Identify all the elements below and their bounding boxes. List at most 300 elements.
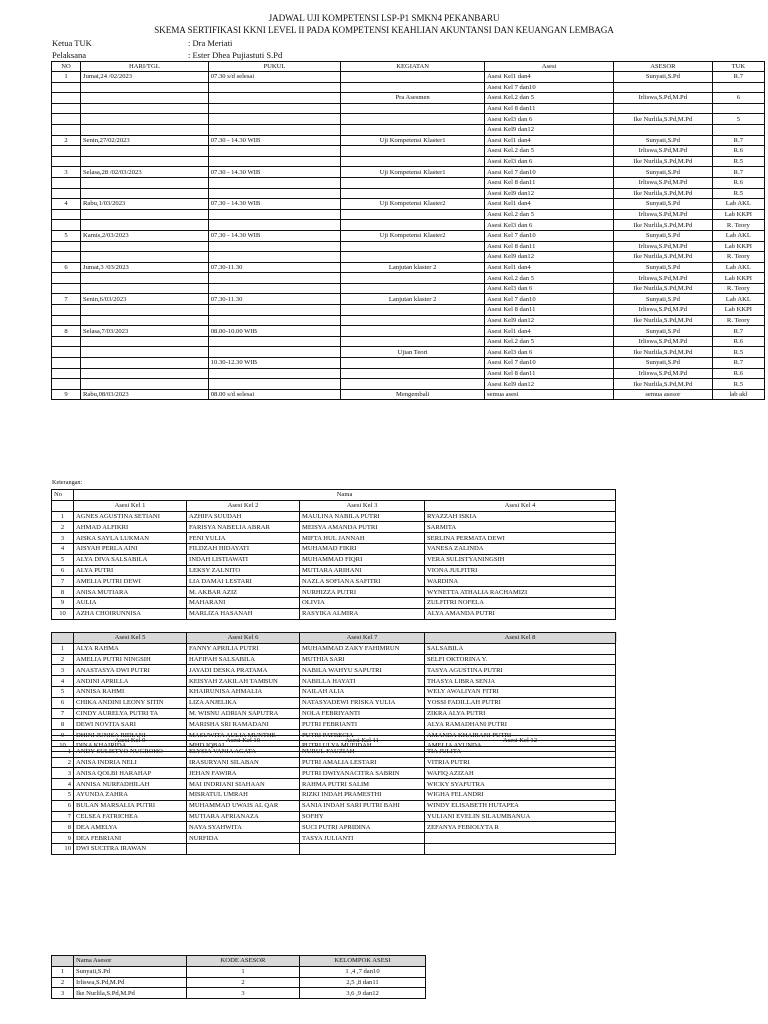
cell-tuk: 6	[712, 93, 764, 104]
schedule-row	[52, 146, 765, 157]
cell-no	[52, 103, 81, 114]
cell-asesor: Irliswa,S.Pd,M.Pd	[614, 93, 713, 104]
col-header-kel: Asesi Kel 4	[425, 500, 616, 511]
cell-asesi: Asesi Kel1 dan4	[485, 72, 614, 83]
schedule-row	[52, 220, 765, 231]
cell-no	[52, 379, 81, 390]
cell-asesor	[614, 124, 713, 135]
cell-no	[52, 252, 81, 263]
cell-pukul: 08.00-10.00 WIB	[208, 326, 340, 337]
cell-no: 9	[52, 389, 81, 400]
cell-name: RAHMA PUTRI SALIM	[300, 779, 425, 790]
cell-tuk: R.7	[712, 135, 764, 146]
cell-kegiatan: Ujian Teori	[341, 347, 485, 358]
cell-hari	[81, 188, 209, 199]
cell-hari	[81, 82, 209, 93]
cell-asesor: Ike Nurlila,S.Pd,M.Pd	[614, 188, 713, 199]
col-header-kel: Asesi Kel 10	[187, 736, 300, 747]
schedule-row	[52, 347, 765, 358]
cell-asesor: semua asesor	[614, 389, 713, 400]
cell-asesor: Ike Nurlila,S.Pd,M.Pd	[614, 220, 713, 231]
cell-name: PUTRI FEBRIANTI	[300, 719, 425, 730]
cell-name: ANISA MUTIARA	[74, 587, 187, 598]
col-header-no: No	[52, 490, 74, 501]
cell-no	[52, 209, 81, 220]
cell-no	[52, 358, 81, 369]
name-row	[52, 676, 616, 687]
cell-asesor: Irliswa,S.Pd,M.Pd	[614, 241, 713, 252]
cell-kegiatan: Uji Kompetensi Klaster1	[341, 167, 485, 178]
cell-kegiatan	[341, 379, 485, 390]
cell-no	[52, 336, 81, 347]
col-header-nama-asesor: Nama Asesor	[74, 956, 187, 967]
cell-hari	[81, 252, 209, 263]
asesor-row	[52, 988, 426, 999]
cell-pukul	[208, 146, 340, 157]
cell-kegiatan	[341, 326, 485, 337]
info-value: : Dra Meriati	[188, 38, 233, 48]
name-row	[52, 533, 616, 544]
cell-asesor: Sunyati,S.Pd	[614, 167, 713, 178]
cell-no: 6	[52, 565, 74, 576]
names-table-1-header	[52, 500, 616, 511]
schedule-row	[52, 156, 765, 167]
col-header-kel: Asesi Kel 12	[425, 736, 616, 747]
cell-asesi: Asesi Kel9 dan12	[485, 252, 614, 263]
cell-name: LEKSY ZALNITO	[187, 565, 300, 576]
cell-asesi: Asesi Kel9 dan12	[485, 124, 614, 135]
cell-no: 4	[52, 199, 81, 210]
cell-kelompok-asesi: 2,5 ,8 dan11	[300, 977, 426, 988]
cell-no: 2	[52, 522, 74, 533]
cell-kegiatan: Lanjutan klaster 2	[341, 294, 485, 305]
schedule-row	[52, 103, 765, 114]
cell-asesor: Sunyati,S.Pd	[614, 230, 713, 241]
cell-hari	[81, 379, 209, 390]
cell-name: ALYA AMANDA PUTRI	[425, 608, 616, 619]
cell-name: PUTRI PATRECIA	[300, 730, 425, 741]
cell-hari: Selasa,28 /02/03/2023	[81, 167, 209, 178]
cell-pukul: 07.30 - 14.30 WIB	[208, 199, 340, 210]
cell-no: 5	[52, 554, 74, 565]
cell-no: 9	[52, 833, 74, 844]
cell-name: PUTRI AMALIA LESTARI	[300, 757, 425, 768]
cell-no	[52, 188, 81, 199]
cell-pukul	[208, 273, 340, 284]
document-titles	[0, 12, 768, 36]
info-label: Ketua TUK	[52, 38, 92, 48]
info-row-pelaksana	[52, 50, 282, 62]
col-header-kel: Asesi Kel 1	[74, 500, 187, 511]
cell-name	[300, 843, 425, 854]
name-row	[52, 697, 616, 708]
cell-tuk: R. Teory	[712, 252, 764, 263]
cell-pukul	[208, 177, 340, 188]
cell-name: AMELIA PUTRI DEWI	[74, 576, 187, 587]
cell-kegiatan	[341, 220, 485, 231]
cell-name: AISYAH PERLA AINI	[74, 543, 187, 554]
cell-kode-asesor: 1	[187, 966, 300, 977]
schedule-row	[52, 177, 765, 188]
cell-no: 5	[52, 789, 74, 800]
cell-name: AGNES AGUSTINA SETIANI	[74, 511, 187, 522]
schedule-row	[52, 209, 765, 220]
cell-name: ANISA QOLBI HARAHAP	[74, 768, 187, 779]
cell-name: NAILAH ALIA	[300, 686, 425, 697]
cell-pukul	[208, 114, 340, 125]
cell-name: NURHIZZA PUTRI	[300, 587, 425, 598]
cell-name: VANESA ZALINDA	[425, 543, 616, 554]
cell-name: NAZLA SOFIANA SAFITRI	[300, 576, 425, 587]
asesor-table-body	[52, 966, 426, 998]
cell-no: 3	[52, 768, 74, 779]
cell-name: ZIKRA ALYA PUTRI	[425, 708, 616, 719]
col-header-kel: Asesi Kel 7	[300, 633, 425, 644]
cell-name: WARDINA	[425, 576, 616, 587]
cell-no: 1	[52, 511, 74, 522]
cell-name: DINA KHAIRIDA	[74, 740, 187, 751]
cell-name: NABILA WAHYU SAPUTRI	[300, 665, 425, 676]
cell-pukul: 07.30 - 14.30 WIB	[208, 135, 340, 146]
name-row	[52, 511, 616, 522]
empty-cell	[52, 956, 74, 967]
cell-asesi: Asesi Kel 8 dan11	[485, 305, 614, 316]
cell-asesi: Asesi Kel 7 dan10	[485, 82, 614, 93]
cell-kelompok-asesi: 3,6 ,9 dan12	[300, 988, 426, 999]
schedule-body	[52, 72, 765, 400]
cell-no: 1	[52, 746, 74, 757]
cell-name: ANDY SULISTYO NUGROHO	[74, 746, 187, 757]
cell-no: 10	[52, 740, 74, 751]
cell-no: 7	[52, 576, 74, 587]
cell-kegiatan	[341, 72, 485, 83]
schedule-row	[52, 315, 765, 326]
cell-pukul	[208, 209, 340, 220]
cell-name: NOLA FEBRIYANTI	[300, 708, 425, 719]
cell-kegiatan	[341, 252, 485, 263]
cell-name: MARLIZA HASANAH	[187, 608, 300, 619]
cell-name: ANISA INDRIA NELI	[74, 757, 187, 768]
schedule-row	[52, 389, 765, 400]
info-value: : Ester Dhea Pujiastuti S.Pd	[188, 49, 283, 60]
name-row	[52, 522, 616, 533]
cell-no: 2	[52, 135, 81, 146]
asesor-row	[52, 966, 426, 977]
cell-kegiatan: Uji Kompetensi Klaster1	[341, 135, 485, 146]
cell-name: CELSEA FATRICHEA	[74, 811, 187, 822]
cell-kegiatan	[341, 124, 485, 135]
cell-name: NATASYADEWI FRISKA YULIA	[300, 697, 425, 708]
cell-asesor: Ike Nurlila,S.Pd,M.Pd	[614, 252, 713, 263]
col-header-kode-asesor: KODE ASESOR	[187, 956, 300, 967]
cell-name: WELY AWALIYAN FITRI	[425, 686, 616, 697]
cell-asesi: Asesi Kel1 dan4	[485, 326, 614, 337]
cell-asesi: Asesi Kel 7 dan10	[485, 230, 614, 241]
cell-asesi: Asesi Kel9 dan12	[485, 188, 614, 199]
cell-hari: Kamis,2/03/2023	[81, 230, 209, 241]
cell-no: 4	[52, 543, 74, 554]
cell-name: TASYA JULIANTI	[300, 833, 425, 844]
cell-hari	[81, 103, 209, 114]
name-row	[52, 597, 616, 608]
cell-name: AMANDA KHAIRANI PUTRI	[425, 730, 616, 741]
name-row	[52, 822, 616, 833]
cell-kegiatan: Mengembali	[341, 389, 485, 400]
cell-asesor: Ike Nurlila,S.Pd,M.Pd	[614, 315, 713, 326]
cell-name: FENI YULIA	[187, 533, 300, 544]
cell-no: 10	[52, 608, 74, 619]
cell-kode-asesor: 3	[187, 988, 300, 999]
cell-name: WIGHA FELANDRI	[425, 789, 616, 800]
cell-name: DEA FEBRIANI	[74, 833, 187, 844]
cell-name: VIONA JULFITRI	[425, 565, 616, 576]
col-header-pukul: PUKUL	[208, 62, 340, 72]
cell-name: JAYADI DESKA PRATAMA	[187, 665, 300, 676]
cell-tuk: 5	[712, 114, 764, 125]
cell-hari	[81, 114, 209, 125]
cell-kegiatan	[341, 305, 485, 316]
cell-name: MAHARANI	[187, 597, 300, 608]
schedule-row	[52, 124, 765, 135]
name-row	[52, 800, 616, 811]
cell-pukul	[208, 379, 340, 390]
cell-name: FANNY APRILIA PUTRI	[187, 643, 300, 654]
cell-no: 3	[52, 167, 81, 178]
cell-asesor: Irliswa,S.Pd,M.Pd	[614, 177, 713, 188]
cell-no: 9	[52, 730, 74, 741]
name-row	[52, 746, 616, 757]
cell-name: IRASURYANI SILABAN	[187, 757, 300, 768]
schedule-row	[52, 93, 765, 104]
cell-asesor: Irliswa,S.Pd,M.Pd	[614, 336, 713, 347]
cell-hari: Rabu,08/03/2023	[81, 389, 209, 400]
schedule-row	[52, 305, 765, 316]
cell-tuk: R.6	[712, 177, 764, 188]
name-row	[52, 843, 616, 854]
cell-kegiatan: Uji Kompetensi Klaster2	[341, 199, 485, 210]
cell-hari: Senin,6/03/2023	[81, 294, 209, 305]
cell-hari	[81, 315, 209, 326]
col-header-kel: Asesi Kel 9	[74, 736, 187, 747]
cell-tuk: Lab KKPI	[712, 209, 764, 220]
cell-pukul	[208, 241, 340, 252]
cell-tuk: Lab KKPI	[712, 305, 764, 316]
cell-name: RIZKI INDAH PRAMESTHI	[300, 789, 425, 800]
cell-kelompok-asesi: 1 ,4 ,7 dan10	[300, 966, 426, 977]
cell-name: NAYA SYAHWITA	[187, 822, 300, 833]
schedule-row	[52, 114, 765, 125]
cell-name: SELFI OKTORINA Y.	[425, 654, 616, 665]
cell-asesor: Ike Nurlila,S.Pd,M.Pd	[614, 156, 713, 167]
cell-name	[187, 843, 300, 854]
cell-name: TASYA AGUSTINA PUTRI	[425, 665, 616, 676]
cell-tuk: Lab AKL	[712, 262, 764, 273]
cell-asesi: Asesi Kel9 dan12	[485, 379, 614, 390]
cell-tuk: R.5	[712, 379, 764, 390]
cell-kegiatan	[341, 336, 485, 347]
name-row	[52, 576, 616, 587]
cell-name: M. AKBAR AZIZ	[187, 587, 300, 598]
cell-no: 8	[52, 587, 74, 598]
cell-name: ANDINI APRILLA	[74, 676, 187, 687]
cell-asesor: Irliswa,S.Pd,M.Pd	[614, 209, 713, 220]
cell-name: SARMITA	[425, 522, 616, 533]
cell-kegiatan	[341, 241, 485, 252]
info-block	[52, 38, 282, 61]
cell-name: AZHIFA SUUDAH	[187, 511, 300, 522]
asesor-row	[52, 977, 426, 988]
cell-no: 4	[52, 676, 74, 687]
cell-name: ANASTASYA DWI PUTRI	[74, 665, 187, 676]
cell-no: 8	[52, 822, 74, 833]
cell-tuk: Lab AKL	[712, 230, 764, 241]
cell-name: WAFIQ AZIZAH	[425, 768, 616, 779]
cell-tuk: Lab KKPI	[712, 241, 764, 252]
name-row	[52, 587, 616, 598]
cell-no: 5	[52, 686, 74, 697]
names-table-3-body	[52, 746, 616, 854]
cell-tuk: Lab KKPI	[712, 273, 764, 284]
cell-name: MEISYA AMANDA PUTRI	[300, 522, 425, 533]
cell-tuk: R.6	[712, 336, 764, 347]
cell-asesor: Ike Nurlila,S.Pd,M.Pd	[614, 283, 713, 294]
cell-hari	[81, 347, 209, 358]
names-table-3-header	[52, 736, 616, 747]
cell-asesi: Asesi Kel 7 dan10	[485, 167, 614, 178]
cell-asesi: Asesi Kel3 dan 6	[485, 347, 614, 358]
col-header-kelompok-asesi: KELOMPOK ASESI	[300, 956, 426, 967]
cell-asesi: Asesi Kel3 dan 6	[485, 283, 614, 294]
cell-asesi: Asesi Kel 8 dan11	[485, 103, 614, 114]
schedule-row	[52, 82, 765, 93]
cell-name: MUHAMMAD FIQRI	[300, 554, 425, 565]
cell-no	[52, 283, 81, 294]
cell-hari	[81, 93, 209, 104]
schedule-table	[51, 61, 765, 400]
cell-name: BULAN MARSALIA PUTRI	[74, 800, 187, 811]
cell-name: WYNETTA ATHALIA RACHAMIZI	[425, 587, 616, 598]
cell-name: ALYA DIVA SALSABILA	[74, 554, 187, 565]
cell-name: FILDZAH HIDAYATI	[187, 543, 300, 554]
cell-name: VITRIA PUTRI	[425, 757, 616, 768]
cell-no: 6	[52, 697, 74, 708]
cell-no	[52, 124, 81, 135]
cell-pukul	[208, 220, 340, 231]
cell-asesor	[614, 103, 713, 114]
cell-name: AYUNDA ZAHRA	[74, 789, 187, 800]
cell-kegiatan: Uji Kompetensi Klaster2	[341, 230, 485, 241]
cell-asesor: Irliswa,S.Pd,M.Pd	[614, 273, 713, 284]
names-table-2-header	[52, 633, 616, 644]
cell-pukul	[208, 347, 340, 358]
cell-no	[52, 241, 81, 252]
info-row-ketua	[52, 38, 282, 50]
empty-cell	[52, 500, 74, 511]
cell-kegiatan	[341, 82, 485, 93]
cell-hari	[81, 177, 209, 188]
cell-tuk: R.6	[712, 146, 764, 157]
cell-name: SUCI PUTRI APRIDINA	[300, 822, 425, 833]
name-row	[52, 708, 616, 719]
schedule-row	[52, 262, 765, 273]
col-header-asesor: ASESOR	[614, 62, 713, 72]
name-row	[52, 654, 616, 665]
col-header-nama: Nama	[74, 490, 616, 501]
keterangan-label: Keterangan:	[52, 479, 83, 486]
cell-tuk	[712, 82, 764, 93]
cell-asesi: Asesi Kel3 dan 6	[485, 220, 614, 231]
cell-hari	[81, 220, 209, 231]
cell-no	[52, 273, 81, 284]
cell-asesor	[614, 82, 713, 93]
names-table-1	[51, 489, 616, 620]
name-row	[52, 833, 616, 844]
cell-asesi: Asesi Kel1 dan4	[485, 262, 614, 273]
cell-pukul	[208, 124, 340, 135]
cell-asesor: Sunyati,S.Pd	[614, 199, 713, 210]
cell-asesi: Asesi Kel1 dan4	[485, 135, 614, 146]
info-label: Pelaksana	[52, 49, 86, 60]
cell-kegiatan	[341, 188, 485, 199]
cell-hari: Rabu,1/03/2023	[81, 199, 209, 210]
schedule-row	[52, 283, 765, 294]
cell-name: MHD IQBAL	[187, 740, 300, 751]
cell-no: 7	[52, 294, 81, 305]
cell-pukul: 07.30-11.30	[208, 294, 340, 305]
cell-no: 6	[52, 262, 81, 273]
cell-name: RASYIKA ALMIRA	[300, 608, 425, 619]
cell-pukul: 07.30-11.30	[208, 262, 340, 273]
cell-asesi: Asesi Kel 7 dan10	[485, 294, 614, 305]
schedule-header-row	[52, 62, 765, 72]
schedule-row	[52, 135, 765, 146]
cell-name: SALSABILA	[425, 643, 616, 654]
cell-asesor: Ike Nurlila,S.Pd,M.Pd	[614, 347, 713, 358]
cell-kegiatan	[341, 358, 485, 369]
cell-no: 1	[52, 72, 81, 83]
col-header-kel: Asesi Kel 11	[300, 736, 425, 747]
cell-pukul	[208, 368, 340, 379]
names-table-2	[51, 632, 616, 752]
cell-asesor: Sunyati,S.Pd	[614, 294, 713, 305]
cell-kegiatan	[341, 177, 485, 188]
cell-hari	[81, 283, 209, 294]
cell-name: TIA JULITA	[425, 746, 616, 757]
cell-no	[52, 156, 81, 167]
cell-name: MUHAMMAD UWAIS AL QAR	[187, 800, 300, 811]
cell-name: LIZA ANJELIKA	[187, 697, 300, 708]
cell-name: MASUWITA AULIA MUNTHE	[187, 730, 300, 741]
cell-pukul	[208, 252, 340, 263]
cell-name: ELYSIA VANIA AGATA	[187, 746, 300, 757]
name-row	[52, 811, 616, 822]
name-row	[52, 789, 616, 800]
cell-no: 7	[52, 811, 74, 822]
cell-nama-asesor: Ike Nurlila,S.Pd,M.Pd	[74, 988, 187, 999]
cell-asesor: Sunyati,S.Pd	[614, 135, 713, 146]
cell-no	[52, 347, 81, 358]
asesor-table	[51, 955, 426, 999]
schedule-row	[52, 294, 765, 305]
cell-pukul	[208, 188, 340, 199]
cell-name: ZULFITRI NOFELA	[425, 597, 616, 608]
cell-no: 9	[52, 597, 74, 608]
cell-tuk: R. Teory	[712, 283, 764, 294]
cell-kegiatan: Lanjutan klaster 2	[341, 262, 485, 273]
cell-kegiatan	[341, 103, 485, 114]
cell-asesi: Asesi Kel1 dan4	[485, 199, 614, 210]
cell-name: MUHAMAD FIKRI	[300, 543, 425, 554]
